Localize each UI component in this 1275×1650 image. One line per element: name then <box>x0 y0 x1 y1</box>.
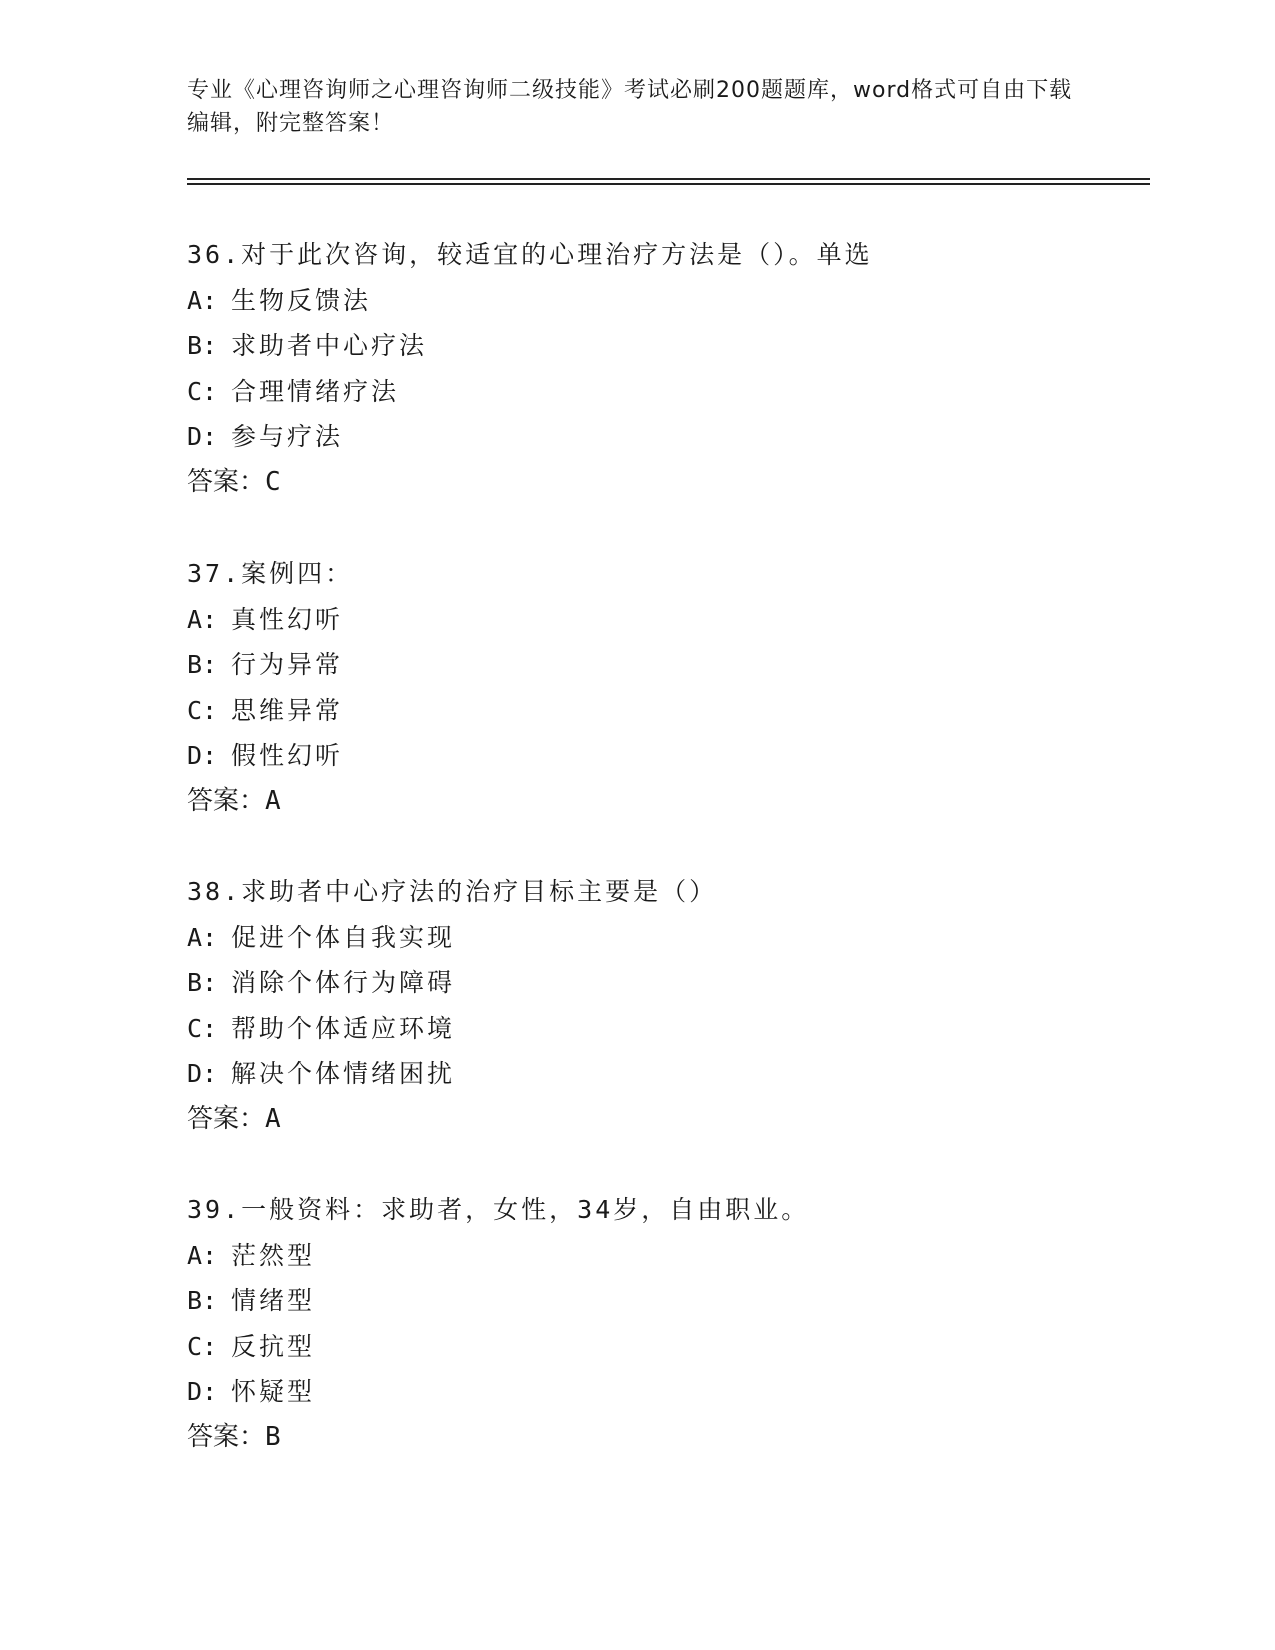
option-d <box>187 733 1167 779</box>
option-text: 促进个体自我实现 <box>231 922 456 952</box>
answer-label: 答案： <box>187 466 266 497</box>
option-text: 帮助个体适应环境 <box>231 1013 456 1043</box>
question-37 <box>187 551 1167 824</box>
option-key: A: <box>187 922 218 952</box>
question-stem: 36.对于此次咨询，较适宜的心理治疗方法是（）。单选 <box>187 240 873 269</box>
document-intro: 专业《心理咨询师之心理咨询师二级技能》考试必刷200题题库，word格式可自由下载编辑，附完整答案！ <box>187 78 1073 136</box>
option-d <box>187 414 1167 460</box>
option-key: C: <box>187 1013 218 1043</box>
option-text: 解决个体情绪困扰 <box>231 1059 456 1088</box>
question-39 <box>187 1187 1167 1460</box>
option-key: C: <box>187 695 218 725</box>
option-c <box>187 688 1167 734</box>
question-stem: 38.求助者中心疗法的治疗目标主要是（） <box>187 877 718 906</box>
question-38 <box>187 869 1167 1142</box>
option-key: A: <box>187 604 218 634</box>
option-c <box>187 1324 1167 1370</box>
option-text: 思维异常 <box>231 695 344 725</box>
option-key: A: <box>187 285 218 315</box>
answer-label: 答案： <box>187 1103 266 1134</box>
option-key: D: <box>187 1377 218 1406</box>
option-text: 反抗型 <box>231 1331 316 1361</box>
option-key: B: <box>187 968 218 997</box>
option-key: B: <box>187 331 218 360</box>
option-a <box>187 278 1167 324</box>
option-c <box>187 1006 1167 1052</box>
option-b <box>187 1278 1167 1324</box>
answer-line <box>187 1415 1167 1461</box>
option-key: C: <box>187 1331 218 1361</box>
option-text: 行为异常 <box>231 650 344 679</box>
option-c <box>187 369 1167 415</box>
option-key: C: <box>187 376 218 406</box>
answer-line <box>187 779 1167 825</box>
option-text: 求助者中心疗法 <box>231 331 428 360</box>
option-key: D: <box>187 741 218 770</box>
option-d <box>187 1369 1167 1415</box>
option-b <box>187 960 1167 1006</box>
option-a <box>187 597 1167 643</box>
answer-label: 答案： <box>187 1421 266 1452</box>
header-divider-top <box>187 178 1150 180</box>
option-b <box>187 642 1167 688</box>
answer-value: A <box>265 785 281 816</box>
answer-value: B <box>265 1421 281 1452</box>
option-text: 生物反馈法 <box>231 285 372 315</box>
option-a <box>187 1233 1167 1279</box>
answer-label: 答案： <box>187 785 266 816</box>
option-key: B: <box>187 650 218 679</box>
option-text: 茫然型 <box>231 1240 316 1270</box>
question-stem: 39.一般资料：求助者，女性，34岁，自由职业。 <box>187 1195 810 1224</box>
answer-value: A <box>265 1103 281 1134</box>
option-b <box>187 323 1167 369</box>
header-divider-bottom <box>187 183 1150 185</box>
option-a <box>187 915 1167 961</box>
answer-line <box>187 460 1167 506</box>
answer-line <box>187 1097 1167 1143</box>
option-text: 情绪型 <box>231 1286 316 1315</box>
question-36 <box>187 232 1167 505</box>
question-stem: 37.案例四： <box>187 559 354 588</box>
answer-value: C <box>265 466 281 497</box>
option-text: 合理情绪疗法 <box>231 376 400 406</box>
option-text: 怀疑型 <box>231 1377 316 1406</box>
option-text: 假性幻听 <box>231 741 344 770</box>
option-d <box>187 1051 1167 1097</box>
option-text: 消除个体行为障碍 <box>231 968 456 997</box>
option-text: 参与疗法 <box>231 422 344 451</box>
option-text: 真性幻听 <box>231 604 344 634</box>
option-key: D: <box>187 422 218 451</box>
option-key: A: <box>187 1240 218 1270</box>
option-key: B: <box>187 1286 218 1315</box>
option-key: D: <box>187 1059 218 1088</box>
